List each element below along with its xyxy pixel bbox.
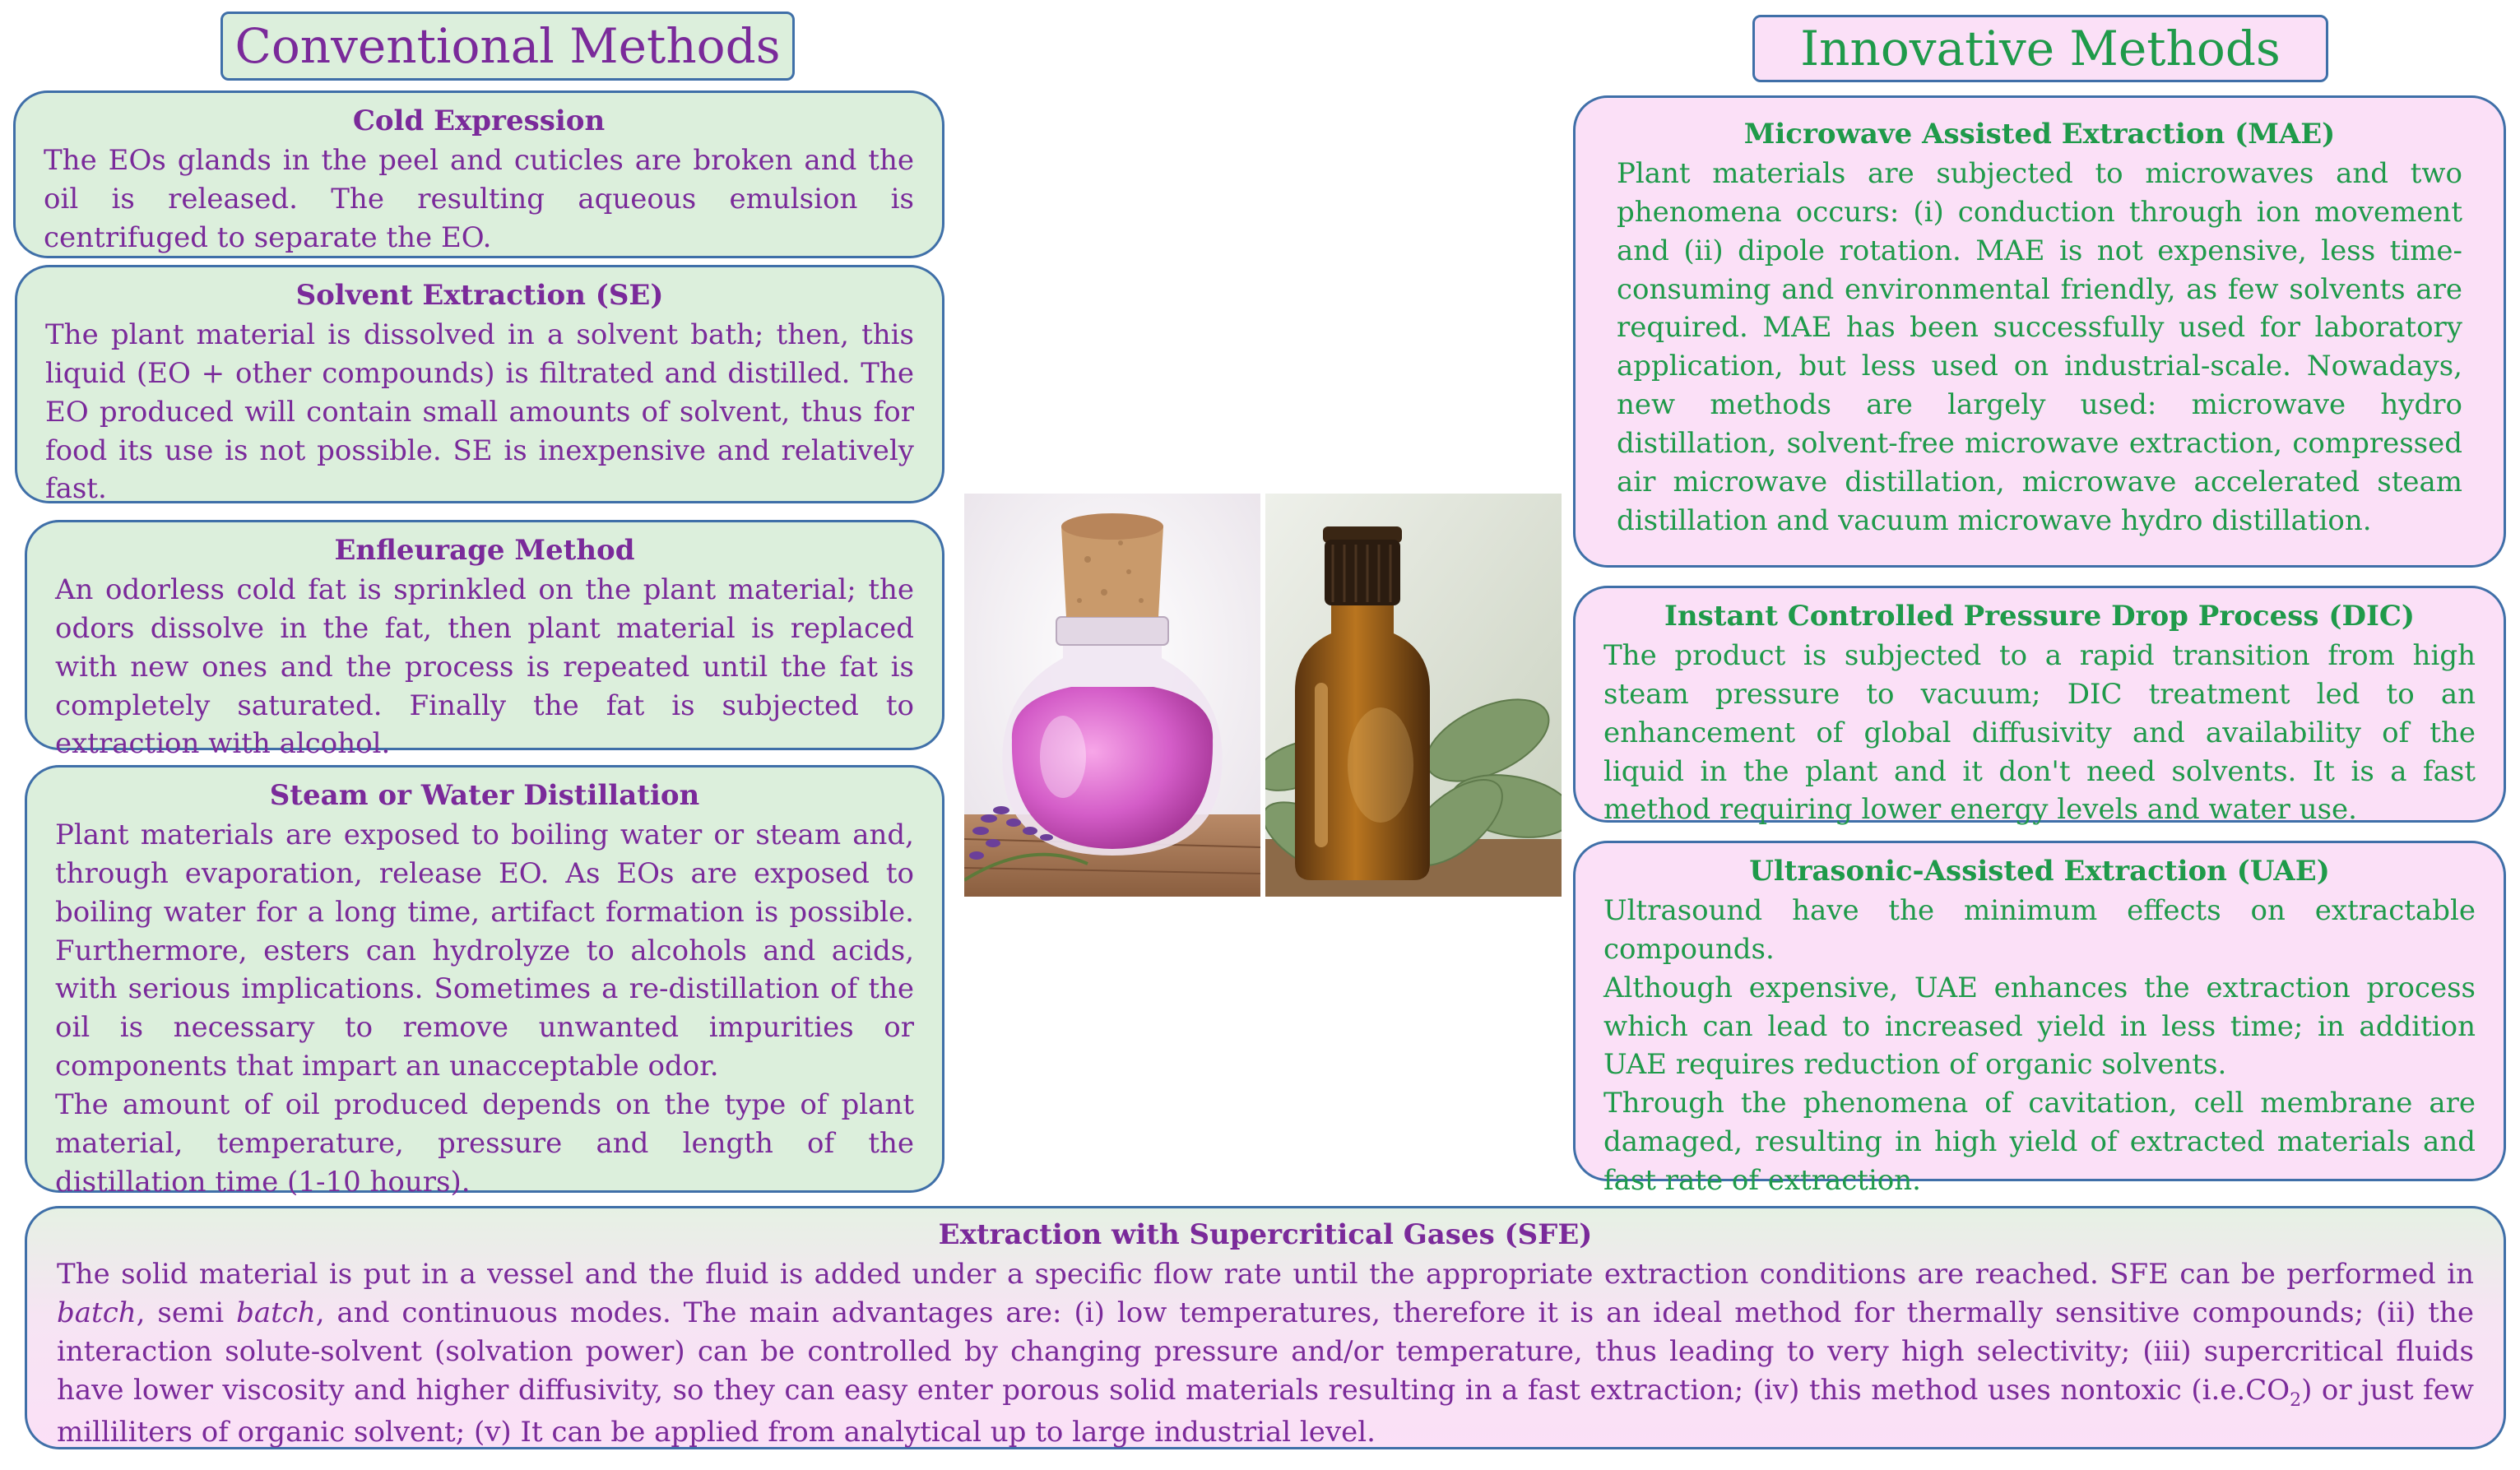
steam-distillation-box	[25, 765, 944, 1199]
mae-text: Plant materials are subjected to microwaves and two phenomena occurs: (i) conduction through ion movement and (ii) dipole rotation. MAE is not expensive, less time-consuming and environmental friendly, as few solvents are required. MAE has been successfully used for laboratory application, but less used on industrial-scale. Nowadays, new methods are largely used: microwave hydro distillation, solvent-free microwave extraction, compressed air microwave distillation, microwave accelerated steam distillation and vacuum microwave hydro distillation.	[1617, 156, 2462, 537]
enfleurage-title: Enfleurage Method	[334, 534, 635, 567]
uae-text-1: Ultrasound have the minimum effects on extractable compounds.	[1603, 893, 2476, 966]
sfe-text-part-2: , semi	[136, 1296, 237, 1329]
dic-text: The product is subjected to a rapid transition from high steam pressure to vacuum; DIC treatment led to an enhancement of global diffusivity and availability of the liquid in the plant and it don't need solvents. It is a fast method requiring lower energy levels and water use.	[1603, 638, 2476, 827]
dic-box	[1573, 586, 2506, 827]
lavender-oil-jar-image	[964, 494, 1260, 897]
enfleurage-box	[25, 520, 944, 761]
sfe-box	[25, 1206, 2506, 1449]
sfe-text	[57, 1255, 2474, 1452]
sfe-batch-italic: batch	[57, 1296, 137, 1329]
co2-subscript: 2	[2290, 1389, 2302, 1411]
uae-title: Ultrasonic-Assisted Extraction (UAE)	[1749, 855, 2330, 888]
mae-box	[1573, 95, 2506, 568]
sfe-title: Extraction with Supercritical Gases (SFE)	[938, 1218, 1593, 1251]
sage-oil-bottle-image	[1265, 494, 1562, 897]
solvent-extraction-title: Solvent Extraction (SE)	[295, 279, 664, 312]
cold-expression-box	[13, 90, 944, 258]
cold-expression-title: Cold Expression	[352, 104, 606, 137]
uae-text-3: Through the phenomena of cavitation, cell membrane are damaged, resulting in high yield of extracted materials and fast rate of extraction.	[1603, 1087, 2476, 1198]
solvent-extraction-text: The plant material is dissolved in a solvent bath; then, this liquid (EO + other compounds) is filtrated and distilled. The EO produced will contain small amounts of solvent, thus for food its use is not possible. SE is inexpensive and relatively fast.	[45, 318, 914, 506]
sfe-text-part-4: ) or just few milliliters of organic solvent; (v) It can be applied from analytical up to large industrial level.	[57, 1373, 2474, 1449]
sfe-text-part-3: , and continuous modes. The main advantages are: (i) low temperatures, therefore it is an ideal method for thermally sensitive compounds; (ii) the interaction solute-solvent (solvation power) can be controlled by changing pressure and/or temperature, thus leading to very high selectivity; (iii) supercritical fluids have lower viscosity and higher diffusivity, so they can easy enter porous solid materials resulting in a fast extraction; (iv) this method uses nontoxic (i.e.CO	[57, 1296, 2474, 1407]
steam-distillation-text-2: The amount of oil produced depends on the type of plant material, temperature, pressure and length of the distillation time (1-10 hours).	[55, 1088, 914, 1199]
uae-text-2: Although expensive, UAE enhances the extraction process which can lead to increased yield in less time; in addition UAE requires reduction of organic solvents.	[1603, 971, 2476, 1082]
sfe-semi-batch-italic: batch	[236, 1296, 316, 1329]
cold-expression-text: The EOs glands in the peel and cuticles are broken and the oil is released. The resulting aqueous emulsion is centrifuged to separate the EO.	[44, 143, 914, 254]
conventional-methods-header: Conventional Methods	[220, 12, 795, 81]
sfe-text-part-1: The solid material is put in a vessel and the fluid is added under a specific flow rate until the appropriate extraction conditions are reached. SFE can be performed in	[57, 1257, 2474, 1291]
enfleurage-text: An odorless cold fat is sprinkled on the plant material; the odors dissolve in the fat, then plant material is replaced with new ones and the process is repeated until the fat is completely saturated. Finally the fat is subjected to extraction with alcohol.	[55, 573, 914, 761]
uae-box	[1573, 841, 2506, 1198]
steam-distillation-text-1: Plant materials are exposed to boiling water or steam and, through evaporation, release EO. As EOs are exposed to boiling water for a long time, artifact formation is possible. Furthermore, esters can hydrolyze to alcohols and acids, with serious implications. Sometimes a re-distillation of the oil is necessary to remove unwanted impurities or components that impart an unacceptable odor.	[55, 818, 914, 1083]
solvent-extraction-box	[15, 265, 944, 506]
dic-title: Instant Controlled Pressure Drop Process (DIC)	[1664, 600, 2415, 633]
innovative-methods-header: Innovative Methods	[1752, 15, 2328, 82]
steam-distillation-title: Steam or Water Distillation	[269, 779, 700, 812]
mae-title: Microwave Assisted Extraction (MAE)	[1743, 118, 2336, 151]
essential-oil-photos	[964, 494, 1562, 897]
